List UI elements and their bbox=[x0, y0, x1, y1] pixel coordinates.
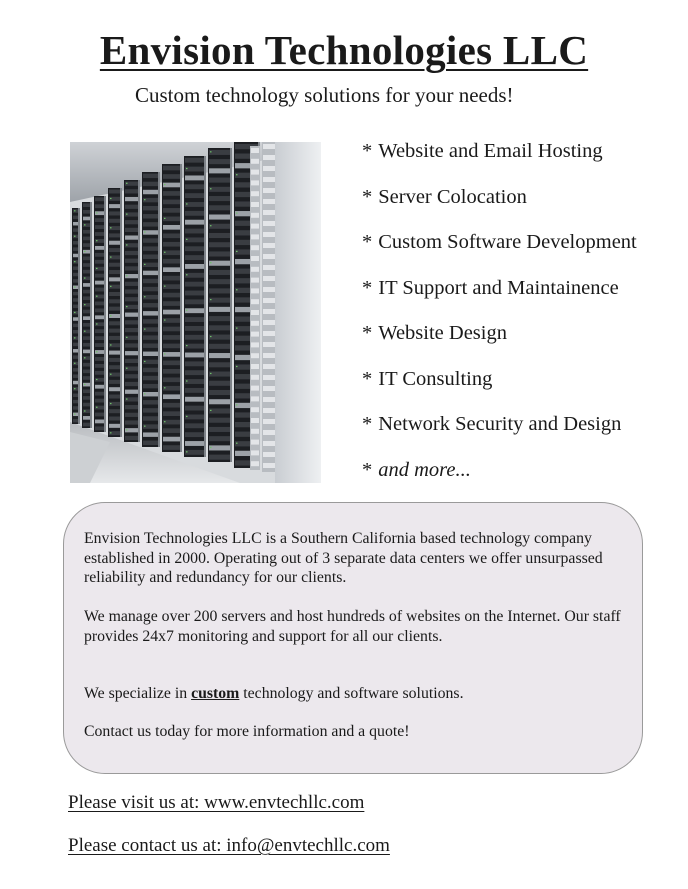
custom-emphasis: custom bbox=[191, 685, 240, 702]
service-item: * IT Support and Maintainence bbox=[362, 276, 619, 299]
service-item: * Website Design bbox=[362, 322, 507, 344]
service-item: * Network Security and Design bbox=[362, 413, 622, 435]
page-title-text: Envision Technologies LLC bbox=[99, 27, 589, 73]
website-link[interactable]: Please visit us at: www.envtechllc.com bbox=[68, 792, 365, 813]
page-title bbox=[0, 26, 688, 74]
service-item: * Custom Software Development bbox=[362, 231, 637, 253]
email-link[interactable]: Please contact us at: info@envtechllc.com bbox=[68, 835, 390, 856]
info-paragraph-contact: Contact us today for more information and a quote! bbox=[84, 723, 410, 740]
info-paragraph-specialize: We specialize in custom technology and software solutions. bbox=[84, 685, 464, 702]
service-item: * IT Consulting bbox=[362, 367, 493, 390]
info-paragraph-servers: We manage over 200 servers and host hundreds of websites on the Internet. Our staff provides 24x7 monitoring and support for all our clients. bbox=[84, 608, 621, 645]
page-subtitle: Custom technology solutions for your needs! bbox=[135, 83, 514, 107]
services-list bbox=[362, 136, 637, 500]
company-info-box bbox=[63, 502, 643, 774]
service-item: * Server Colocation bbox=[362, 185, 527, 208]
service-item-more: * and more... bbox=[362, 458, 471, 481]
server-racks-image bbox=[70, 142, 321, 483]
service-item: * Website and Email Hosting bbox=[362, 140, 603, 162]
info-paragraph-about: Envision Technologies LLC is a Southern California based technology company established in 2000. Operating out of 3 separate data centers we offer unsurpassed reliability and redundancy for our clients. bbox=[84, 530, 603, 586]
